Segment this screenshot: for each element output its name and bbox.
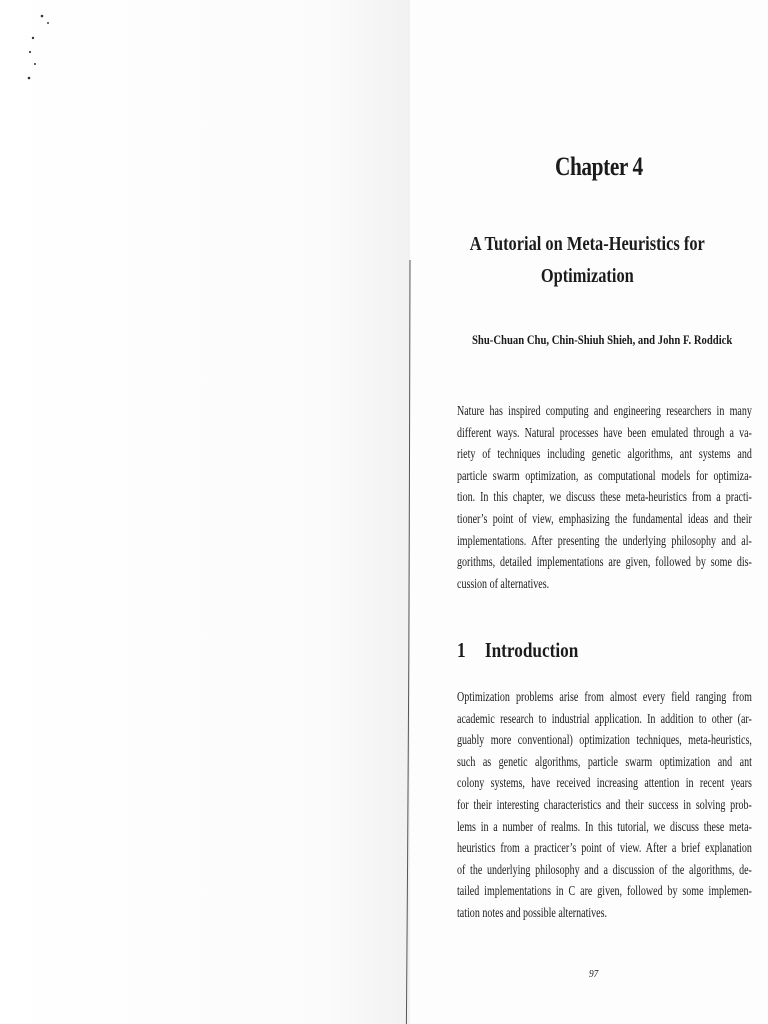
chapter-title-line: A Tutorial on Meta-Heuristics for — [469, 233, 705, 255]
body-line: tailed implementations in C are given, followed by some implemen- — [457, 883, 752, 899]
chapter-authors: Shu-Chuan Chu, Chin-Shiuh Shieh, and John F. Roddick — [472, 332, 733, 347]
body-line: Optimization problems arise from almost every field ranging from — [457, 689, 752, 704]
chapter-label: Chapter 4 — [555, 152, 643, 181]
section-heading — [457, 638, 578, 663]
scan-specks — [24, 8, 64, 88]
abstract-line: gorithms, detailed implementations are given, followed by some dis- — [457, 554, 752, 570]
body-line: guably more conventional) optimization techniques, meta-heuristics, — [457, 732, 752, 748]
abstract-line: tion. In this chapter, we discuss these meta-heuristics from a practi- — [457, 489, 752, 505]
section-number: 1 — [457, 638, 466, 662]
abstract-line: riety of techniques including genetic algorithms, ant systems and — [457, 446, 752, 462]
body-line: academic research to industrial application. In addition to other (ar- — [457, 710, 752, 726]
chapter-title-line: Optimization — [540, 265, 634, 287]
abstract-paragraph — [457, 400, 752, 594]
right-text-page — [412, 0, 768, 1024]
body-line: for their interesting characteristics and their success in solving prob- — [457, 796, 752, 812]
abstract-line: implementations. After presenting the underlying philosophy and al- — [457, 532, 752, 548]
body-line: of the underlying philosophy and a discussion of the algorithms, de- — [457, 861, 752, 877]
introduction-paragraph — [457, 686, 752, 924]
abstract-line: Nature has inspired computing and engineering researchers in many — [457, 403, 752, 418]
body-line: such as genetic algorithms, particle swarm optimization and ant — [457, 753, 752, 769]
abstract-line: particle swarm optimization, as computational models for optimiza- — [457, 467, 752, 483]
page-number: 97 — [589, 968, 599, 980]
chapter-title — [452, 228, 723, 292]
abstract-line: cussion of alternatives. — [457, 575, 550, 591]
abstract-line: tioner’s point of view, emphasizing the fundamental ideas and their — [457, 510, 752, 526]
body-line: colony systems, have received increasing attention in recent years — [457, 775, 752, 791]
abstract-line: different ways. Natural processes have been emulated through a va- — [457, 424, 752, 440]
section-title: Introduction — [484, 638, 579, 662]
body-line: lems in a number of realms. In this tutorial, we discuss these meta- — [457, 818, 752, 834]
body-line: heuristics from a practicer’s point of view. After a brief explanation — [457, 840, 752, 856]
body-line: tation notes and possible alternatives. — [457, 904, 608, 920]
